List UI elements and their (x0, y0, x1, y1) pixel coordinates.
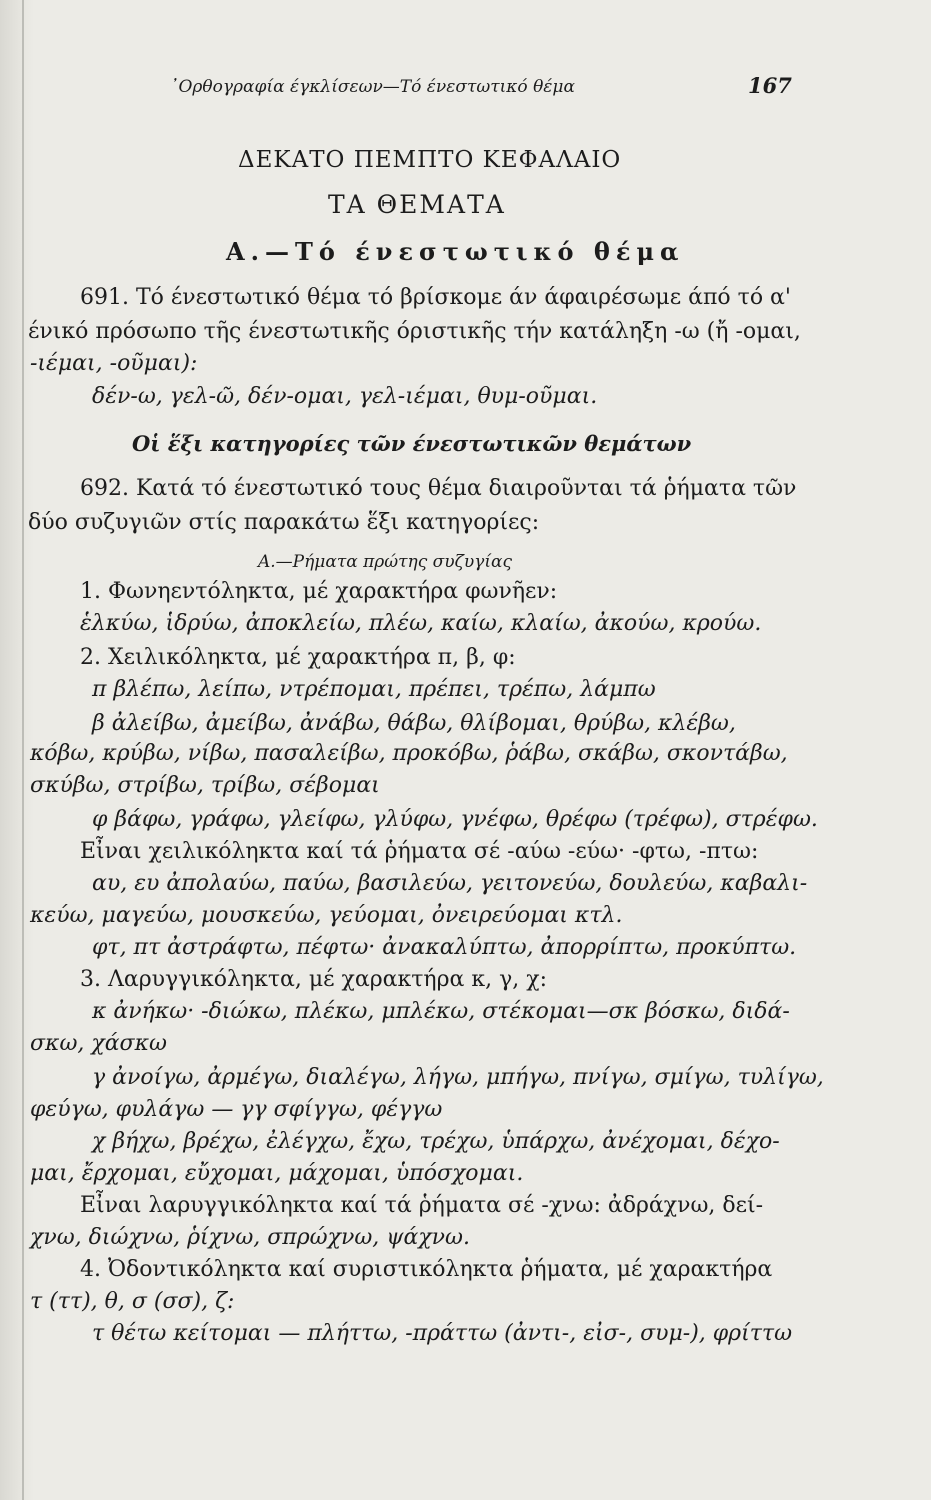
example-line: σκω, χάσκω (30, 1031, 167, 1056)
section-title: ΤΑ ΘΕΜΑΤΑ (328, 190, 506, 219)
example-line: δέν-ω, γελ-ῶ, δέν-ομαι, γελ-ιέμαι, θυμ-οῦμαι. (92, 384, 598, 409)
paragraph-line: -ιέμαι, -οῦμαι): (30, 351, 198, 376)
paragraph-line: 692. Κατά τό ένεστωτικό τους θέμα διαιροῦνται τά ῥήματα τῶν (80, 476, 797, 501)
example-line: χ βήχω, βρέχω, ἐλέγχω, ἔχω, τρέχω, ὑπάρχω, ἀνέχομαι, δέχο- (92, 1129, 780, 1154)
paragraph-line: ένικό πρόσωπο τῆς ένεστωτικῆς όριστικῆς τήν κατάληξη -ω (ἤ -ομαι, (28, 319, 801, 344)
example-line: σκύβω, στρίβω, τρίβω, σέβομαι (30, 773, 380, 798)
example-line: φτ, πτ ἀστράφτω, πέφτω· ἀνακαλύπτω, ἀπορρίπτω, προκύπτω. (92, 935, 797, 960)
example-line: φ βάφω, γράφω, γλείφω, γλύφω, γνέφω, θρέφω (τρέφω), στρέφω. (92, 807, 818, 832)
paragraph-line: δύο συζυγιῶν στίς παρακάτω ἕξι κατηγορίες: (28, 510, 540, 535)
example-line: τ (ττ), θ, σ (σσ), ζ: (30, 1289, 235, 1314)
page-number: 167 (748, 73, 792, 98)
example-line: κόβω, κρύβω, νίβω, πασαλείβω, προκόβω, ῥάβω, σκάβω, σκοντάβω, (30, 741, 788, 766)
binding-edge (22, 0, 24, 1500)
example-line: αυ, ευ ἀπολαύω, παύω, βασιλεύω, γειτονεύω, δουλεύω, καβαλι- (92, 871, 808, 896)
binding-gutter (0, 0, 34, 1500)
example-line: φεύγω, φυλάγω — γγ σφίγγω, φέγγω (30, 1097, 443, 1122)
chapter-title: ΔΕΚΑΤΟ ΠΕΜΠΤΟ ΚΕΦΑΛΑΙΟ (238, 147, 622, 173)
running-header: ᾽Ορθογραφία έγκλίσεων—Τό ένεστωτικό θέμα (170, 77, 575, 97)
list-item: 3. Λαρυγγικόληκτα, μέ χαρακτήρα κ, γ, χ: (80, 967, 548, 992)
example-line: τ θέτω κείτομαι — πλήττω, -πράττω (ἀντι-, εἰσ-, συμ-), φρίττω (92, 1321, 793, 1346)
subsection-title: Α.—Τό ένεστωτικό θέμα (226, 237, 685, 266)
example-line: ἑλκύω, ἱδρύω, ἀποκλείω, πλέω, καίω, κλαίω, ἀκούω, κρούω. (80, 611, 762, 636)
example-line: π βλέπω, λείπω, ντρέπομαι, πρέπει, τρέπω, λάμπω (92, 677, 656, 702)
list-item: 2. Χειλικόληκτα, μέ χαρακτήρα π, β, φ: (80, 645, 516, 670)
example-line: β ἀλείβω, ἀμείβω, ἀνάβω, θάβω, θλίβομαι, θρύβω, κλέβω, (92, 711, 736, 736)
example-line: μαι, ἔρχομαι, εὔχομαι, μάχομαι, ὑπόσχομαι. (30, 1161, 524, 1186)
paragraph-line: 691. Τό ένεστωτικό θέμα τό βρίσκομε άν άφαιρέσωμε άπό τό α' (80, 285, 791, 310)
subheading: Οἱ ἕξι κατηγορίες τῶν ένεστωτικῶν θεμάτων (132, 431, 692, 456)
category-heading: Α.—Ρήματα πρώτης συζυγίας (258, 552, 512, 572)
list-item: 1. Φωνηεντόληκτα, μέ χαρακτήρα φωνῆεν: (80, 579, 558, 604)
list-item: 4. Ὀδοντικόληκτα καί συριστικόληκτα ῥήματα, μέ χαρακτήρα (80, 1257, 773, 1282)
example-line: κ ἀνήκω· -διώκω, πλέκω, μπλέκω, στέκομαι—σκ βόσκω, διδά- (92, 999, 790, 1024)
example-line: κεύω, μαγεύω, μουσκεύω, γεύομαι, ὀνειρεύομαι κτλ. (30, 903, 623, 928)
paragraph-line: Εἶναι λαρυγγικόληκτα καί τά ῥήματα σέ -χνω: ἀδράχνω, δεί- (80, 1193, 764, 1218)
example-line: γ ἀνοίγω, ἀρμέγω, διαλέγω, λήγω, μπήγω, πνίγω, σμίγω, τυλίγω, (92, 1065, 824, 1090)
example-line: χνω, διώχνω, ῥίχνω, σπρώχνω, ψάχνω. (30, 1225, 470, 1250)
paragraph-line: Εἶναι χειλικόληκτα καί τά ῥήματα σέ -αύω -εύω· -φτω, -πτω: (80, 839, 759, 864)
